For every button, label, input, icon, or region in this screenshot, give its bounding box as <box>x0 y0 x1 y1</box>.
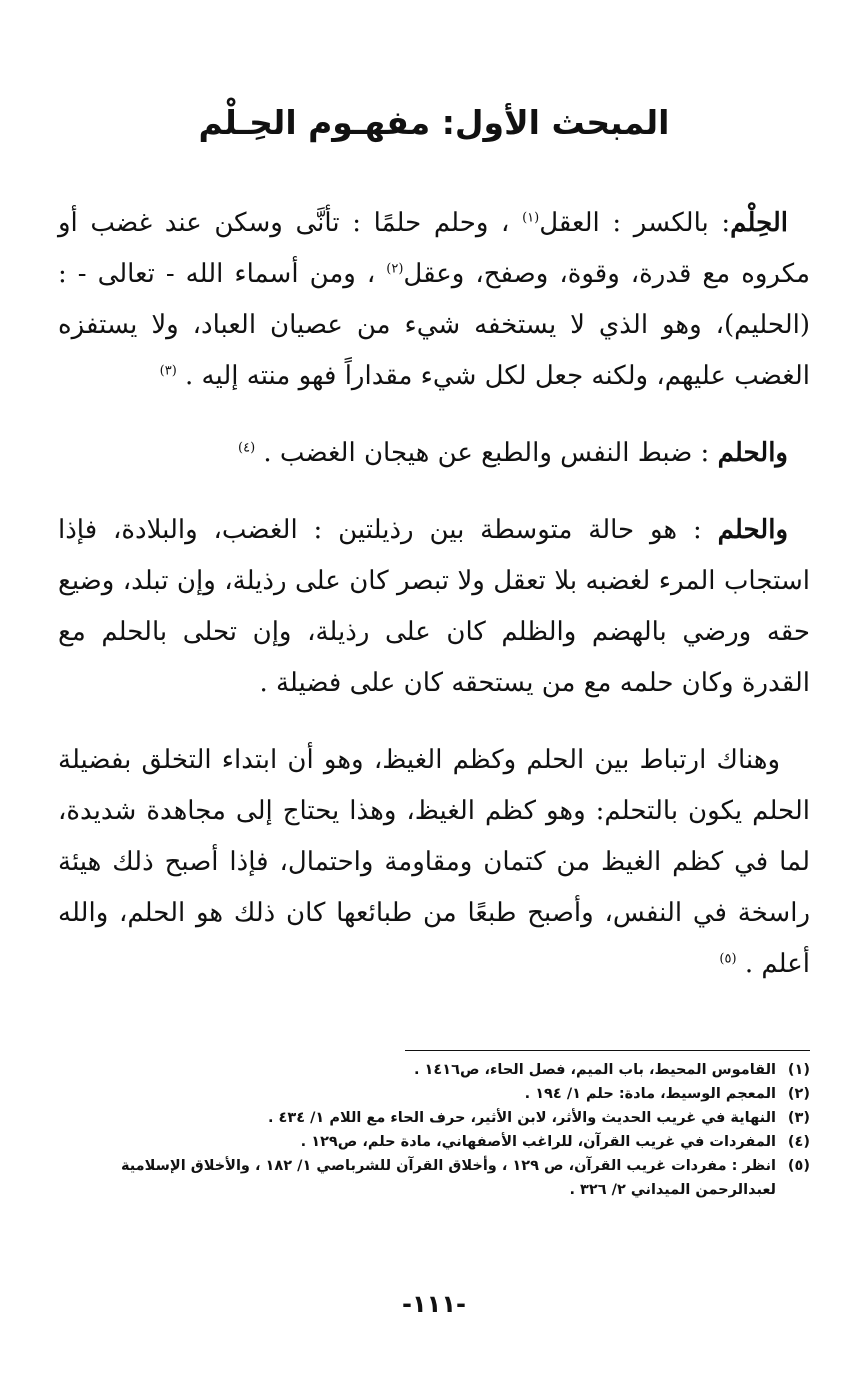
footnote-text: النهاية في غريب الحديث والأثر، لابن الأثير، حرف الحاء مع اللام ١/ ٤٣٤ . <box>267 1110 776 1126</box>
footnote-ref-3[interactable]: (٣) <box>159 363 177 379</box>
footnote-ref-1[interactable]: (١) <box>522 210 540 226</box>
footnote-text: المفردات في غريب القرآن، للراغب الأصفهاني، مادة حلم، ص١٢٩ . <box>300 1134 776 1150</box>
paragraph-4-text: وهناك ارتباط بين الحلم وكظم الغيظ، وهو أن ابتداء التخلق بفضيلة الحلم يكون بالتحلم: وهو كظم الغيظ، وهذا يحتاج إلى مجاهدة شديدة، لما في كظم الغيظ من كتمان ومقاومة واحتمال، فإذا أصبح ذلك هيئة راسخة في النفس، وأصبح طبعًا من طبائعها كان ذلك هو الحلم، والله أعلم . <box>58 745 810 979</box>
term-walhilm-2: والحلم <box>717 515 789 545</box>
paragraph-3 <box>58 505 810 709</box>
footnote-ref-4[interactable]: (٤) <box>238 440 256 456</box>
footnote-5 <box>58 1154 810 1202</box>
main-text <box>58 198 810 1016</box>
term-walhilm-1: والحلم <box>717 438 788 468</box>
footnote-3 <box>58 1106 810 1130</box>
paragraph-1-text-2: ، وحلم حلمًا : تأنَّى وسكن عند غضب أو مكروه مع قدرة، وقوة، وصفح، وعقل <box>58 208 811 289</box>
paragraph-1-text-1: : بالكسر : العقل <box>539 208 731 238</box>
footnote-text: انظر : مفردات غريب القرآن، ص ١٢٩ ، وأخلاق القرآن للشرباصي ١/ ١٨٢ ، والأخلاق الإسلامية لعبدالرحمن الميداني ٢/ ٣٢٦ . <box>120 1158 776 1198</box>
footnote-number: (٥) <box>787 1158 810 1174</box>
paragraph-1 <box>58 198 810 402</box>
footnote-divider <box>405 1050 810 1051</box>
paragraph-2 <box>58 428 810 479</box>
paragraph-4 <box>58 735 810 990</box>
footnote-number: (٢) <box>787 1086 810 1102</box>
footnote-text: المعجم الوسيط، مادة: حلم ١/ ١٩٤ . <box>524 1086 776 1102</box>
page-number: -١١١- <box>402 1290 466 1318</box>
footnote-4 <box>58 1130 810 1154</box>
paragraph-3-text: : هو حالة متوسطة بين رذيلتين : الغضب، والبلادة، فإذا استجاب المرء لغضبه بلا تعقل ولا تبصر كان على رذيلة، وإن تبلد، وضيع حقه ورضي بالهضم والظلم كان على رذيلة، وإن تحلى بالحلم مع القدرة وكان حلمه مع من يستحقه كان على فضيلة . <box>58 515 810 698</box>
footnote-ref-5[interactable]: (٥) <box>719 951 737 967</box>
footnote-1 <box>58 1058 810 1082</box>
footnote-text: القاموس المحيط، باب الميم، فصل الحاء، ص١٤١٦ . <box>413 1062 776 1078</box>
footnote-2 <box>58 1082 810 1106</box>
footnote-ref-2[interactable]: (٢) <box>386 261 404 277</box>
section-title: المبحث الأول: مفهـوم الحِـلْم <box>198 103 670 142</box>
footnote-number: (١) <box>787 1062 810 1078</box>
term-hilm: الحِلْم <box>730 208 788 238</box>
paragraph-2-text: : ضبط النفس والطبع عن هيجان الغضب . <box>263 438 710 468</box>
paragraph-1-text-3: ، ومن أسماء الله - تعالى - : (الحليم)، وهو الذي لا يستخفه شيء من عصيان العباد، ولا يستفزه الغضب عليهم، ولكنه جعل لكل شيء مقداراً فهو منته إليه . <box>58 259 810 391</box>
footnote-number: (٣) <box>787 1110 810 1126</box>
footnotes <box>58 1058 810 1202</box>
footnote-number: (٤) <box>787 1134 810 1150</box>
